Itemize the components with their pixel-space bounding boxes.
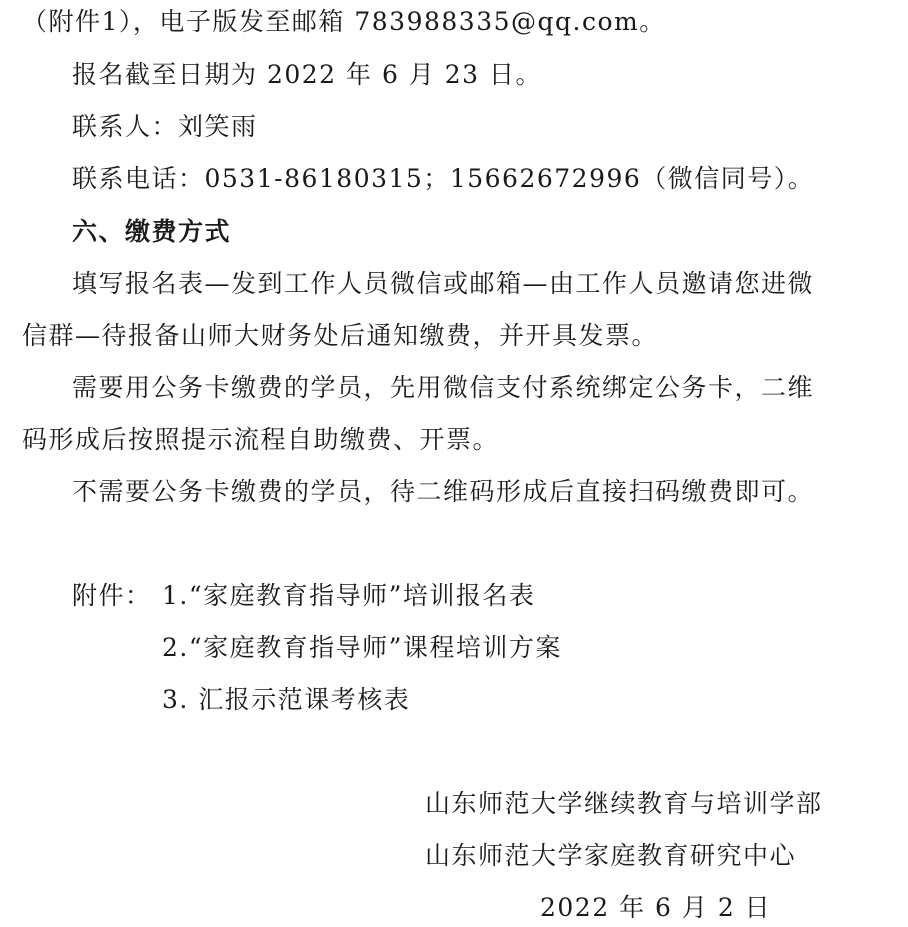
signature-org-2: 山东师范大学家庭教育研究中心 [425, 841, 797, 870]
attachments-label: 附件： [72, 581, 152, 610]
signature-org-1: 山东师范大学继续教育与培训学部 [425, 789, 823, 818]
contact-person-text: 联系人：刘笑雨 [72, 112, 258, 141]
attachment-item: 2.“家庭教育指导师”课程培训方案 [162, 633, 562, 662]
attachment-email-text: （附件1），电子版发至邮箱 783988335@qq.com。 [22, 7, 666, 36]
attachment-item: 1.“家庭教育指导师”培训报名表 [162, 581, 536, 610]
payment-paragraph-1-line-1: 填写报名表—发到工作人员微信或邮箱—由工作人员邀请您进微 [72, 269, 815, 298]
signature-date: 2022 年 6 月 2 日 [540, 893, 772, 922]
payment-paragraph-3: 不需要公务卡缴费的学员，待二维码形成后直接扫码缴费即可。 [72, 477, 815, 506]
payment-paragraph-2-line-1: 需要用公务卡缴费的学员，先用微信支付系统绑定公务卡，二维 [72, 373, 815, 402]
payment-paragraph-1-line-2: 信群—待报备山师大财务处后通知缴费，并开具发票。 [22, 321, 659, 350]
attachment-item: 3. 汇报示范课考核表 [162, 685, 411, 714]
section-heading: 六、缴费方式 [72, 217, 232, 246]
payment-paragraph-2-line-2: 码形成后按照提示流程自助缴费、开票。 [22, 425, 500, 454]
deadline-text: 报名截至日期为 2022 年 6 月 23 日。 [72, 60, 543, 89]
contact-phone-text: 联系电话：0531-86180315；15662672996（微信同号）。 [72, 164, 815, 193]
